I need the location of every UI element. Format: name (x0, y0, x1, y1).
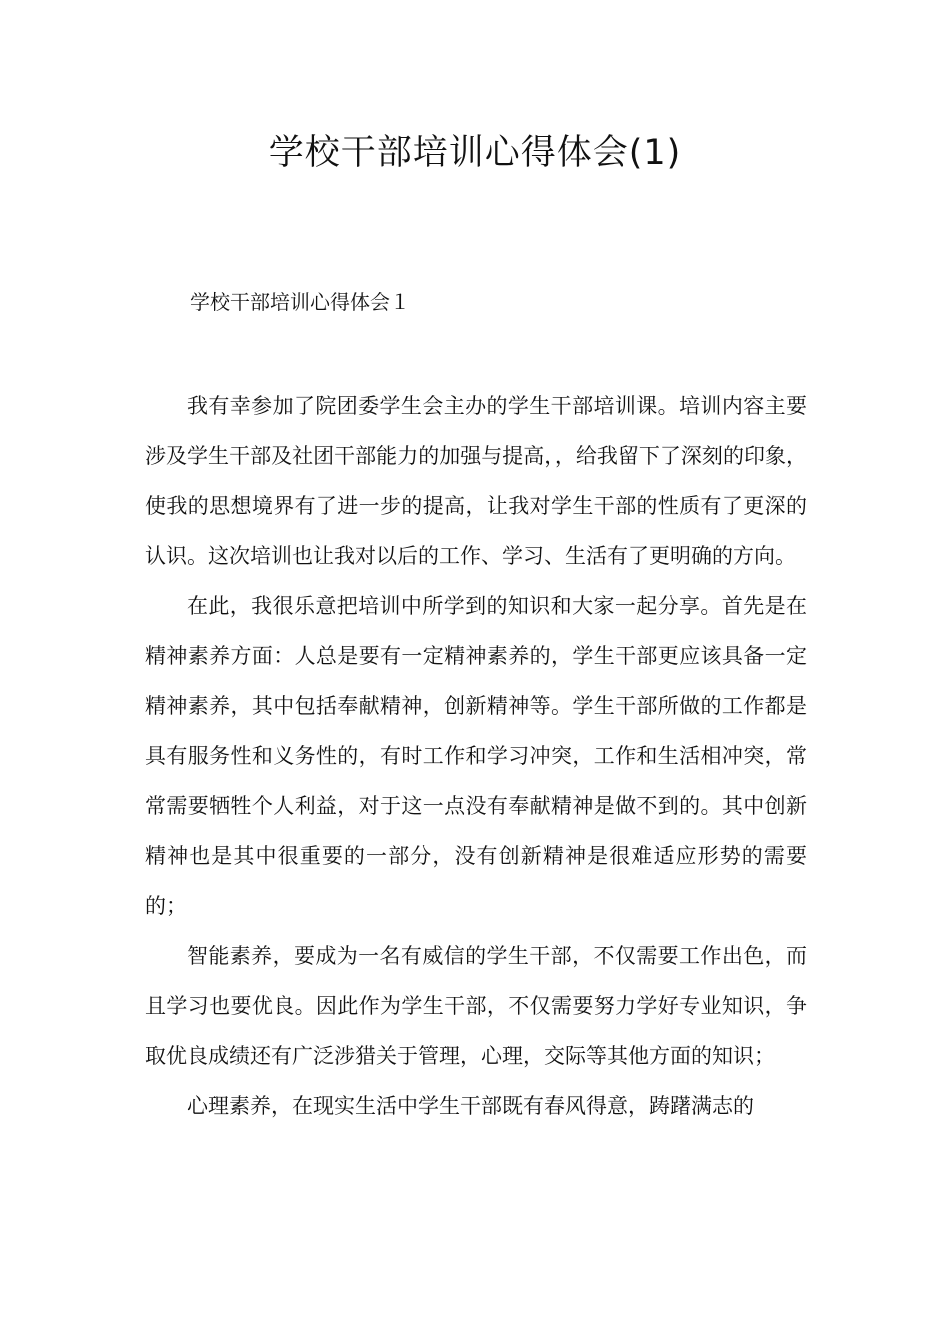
document-body (145, 381, 807, 1131)
document-title: 学校干部培训心得体会(1) (268, 133, 682, 173)
paragraph: 在此，我很乐意把培训中所学到的知识和大家一起分享。首先是在精神素养方面：人总是要有一定精神素养的，学生干部更应该具备一定精神素养，其中包括奉献精神，创新精神等。学生干部所做的工作都是具有服务性和义务性的，有时工作和学习冲突，工作和生活相冲突，常常需要牺牲个人利益，对于这一点没有奉献精神是做不到的。其中创新精神也是其中很重要的一部分，没有创新精神是很难适应形势的需要的； (145, 594, 807, 918)
document-subtitle: 学校干部培训心得体会１ (190, 290, 410, 314)
paragraph: 心理素养，在现实生活中学生干部既有春风得意，踌躇满志的 (187, 1094, 754, 1118)
paragraph: 我有幸参加了院团委学生会主办的学生干部培训课。培训内容主要涉及学生干部及社团干部能力的加强与提高，，给我留下了深刻的印象，使我的思想境界有了进一步的提高，让我对学生干部的性质有了更深的认识。这次培训也让我对以后的工作、学习、生活有了更明确的方向。 (145, 394, 807, 568)
paragraph: 智能素养，要成为一名有威信的学生干部，不仅需要工作出色，而且学习也要优良。因此作为学生干部，不仅需要努力学好专业知识，争取优良成绩还有广泛涉猎关于管理，心理，交际等其他方面的知识； (145, 944, 807, 1068)
